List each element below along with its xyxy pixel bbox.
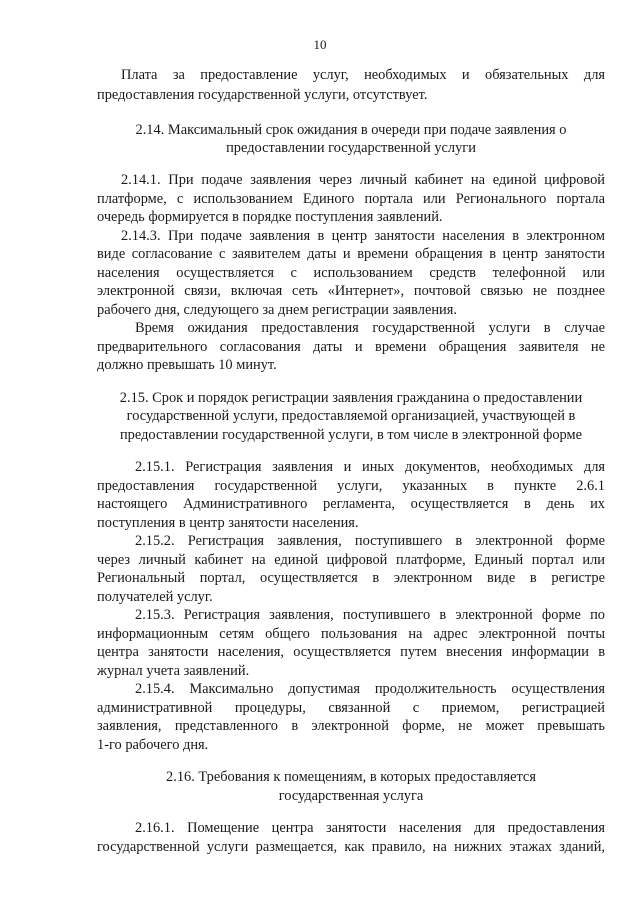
paragraph-line: государственной услуги размещается, как правило, на нижних этажах зданий,: [97, 839, 605, 855]
paragraph-line: Региональный портал, осуществляется в электронном виде в регистре: [97, 570, 605, 586]
paragraph-line: центра занятости населения, осуществляется путем внесения информации в: [97, 644, 605, 660]
paragraph-line: должно превышать 10 минут.: [97, 357, 277, 373]
paragraph-line: информационным сетям общего пользования на адрес электронной почты: [97, 626, 605, 642]
section-heading-line: 2.15. Срок и порядок регистрации заявления гражданина о предоставлении: [119, 390, 583, 406]
paragraph-line: населения осуществляется с использованием средств телефонной или: [97, 265, 605, 281]
section-heading-line: предоставлении государственной услуги: [226, 140, 476, 156]
paragraph-line: через личный кабинет на единой цифровой платформе, Единый портал или: [97, 552, 605, 568]
paragraph-line: журнал учета заявлений.: [97, 663, 250, 679]
paragraph-line: виде согласование с заявителем даты и времени обращения в центр занятости: [97, 246, 605, 262]
paragraph-line: Время ожидания предоставления государственной услуги в случае: [135, 320, 605, 336]
paragraph-line: 2.14.1. При подаче заявления через личный кабинет на единой цифровой: [121, 172, 605, 188]
paragraph-line: 2.15.3. Регистрация заявления, поступившего в электронной форме по: [135, 607, 605, 623]
paragraph-line: Плата за предоставление услуг, необходимых и обязательных для: [121, 67, 605, 83]
paragraph-line: предварительного согласования даты и времени обращения заявителя не: [97, 339, 605, 355]
paragraph-line: заявления, представленного в электронной форме, не может превышать: [97, 718, 605, 734]
paragraph-line: предоставления государственной услуги, отсутствует.: [97, 87, 428, 103]
section-heading-line: 2.16. Требования к помещениям, в которых предоставляется: [166, 769, 536, 785]
paragraph-line: 2.15.4. Максимально допустимая продолжительность осуществления: [135, 681, 605, 697]
section-heading-line: государственной услуги, предоставляемой организацией, участвующей в: [126, 408, 576, 424]
paragraph-line: 2.14.3. При подаче заявления в центр занятости населения в электронном: [121, 228, 605, 244]
paragraph-line: административной процедуры, связанной с приемом, регистрацией: [97, 700, 605, 716]
paragraph-line: 1-го рабочего дня.: [97, 737, 209, 753]
section-heading-line: 2.14. Максимальный срок ожидания в очереди при подаче заявления о: [135, 122, 567, 138]
paragraph-line: поступления в центр занятости населения.: [97, 515, 359, 531]
paragraph-line: 2.16.1. Помещение центра занятости населения для предоставления: [135, 820, 605, 836]
page-number: 10: [313, 37, 327, 52]
paragraph-line: очередь формируется в порядке поступления заявлений.: [97, 209, 443, 225]
paragraph-line: предоставления государственной услуги, указанных в пункте 2.6.1: [97, 478, 605, 494]
paragraph-line: 2.15.1. Регистрация заявления и иных документов, необходимых для: [135, 459, 605, 475]
section-heading-line: предоставлении государственной услуги, в том числе в электронной форме: [119, 427, 583, 443]
paragraph-line: рабочего дня, следующего за днем регистрации заявления.: [97, 302, 457, 318]
paragraph-line: платформе, с использованием Единого портала или Регионального портала: [97, 191, 605, 207]
paragraph-line: получателей услуг.: [97, 589, 213, 605]
section-heading-line: государственная услуга: [278, 788, 424, 804]
paragraph-line: 2.15.2. Регистрация заявления, поступившего в электронной форме: [135, 533, 605, 549]
paragraph-line: настоящего Административного регламента, осуществляется в день их: [97, 496, 605, 512]
paragraph-line: электронной связи, включая сеть «Интернет», почтовой связью не позднее: [97, 283, 605, 299]
